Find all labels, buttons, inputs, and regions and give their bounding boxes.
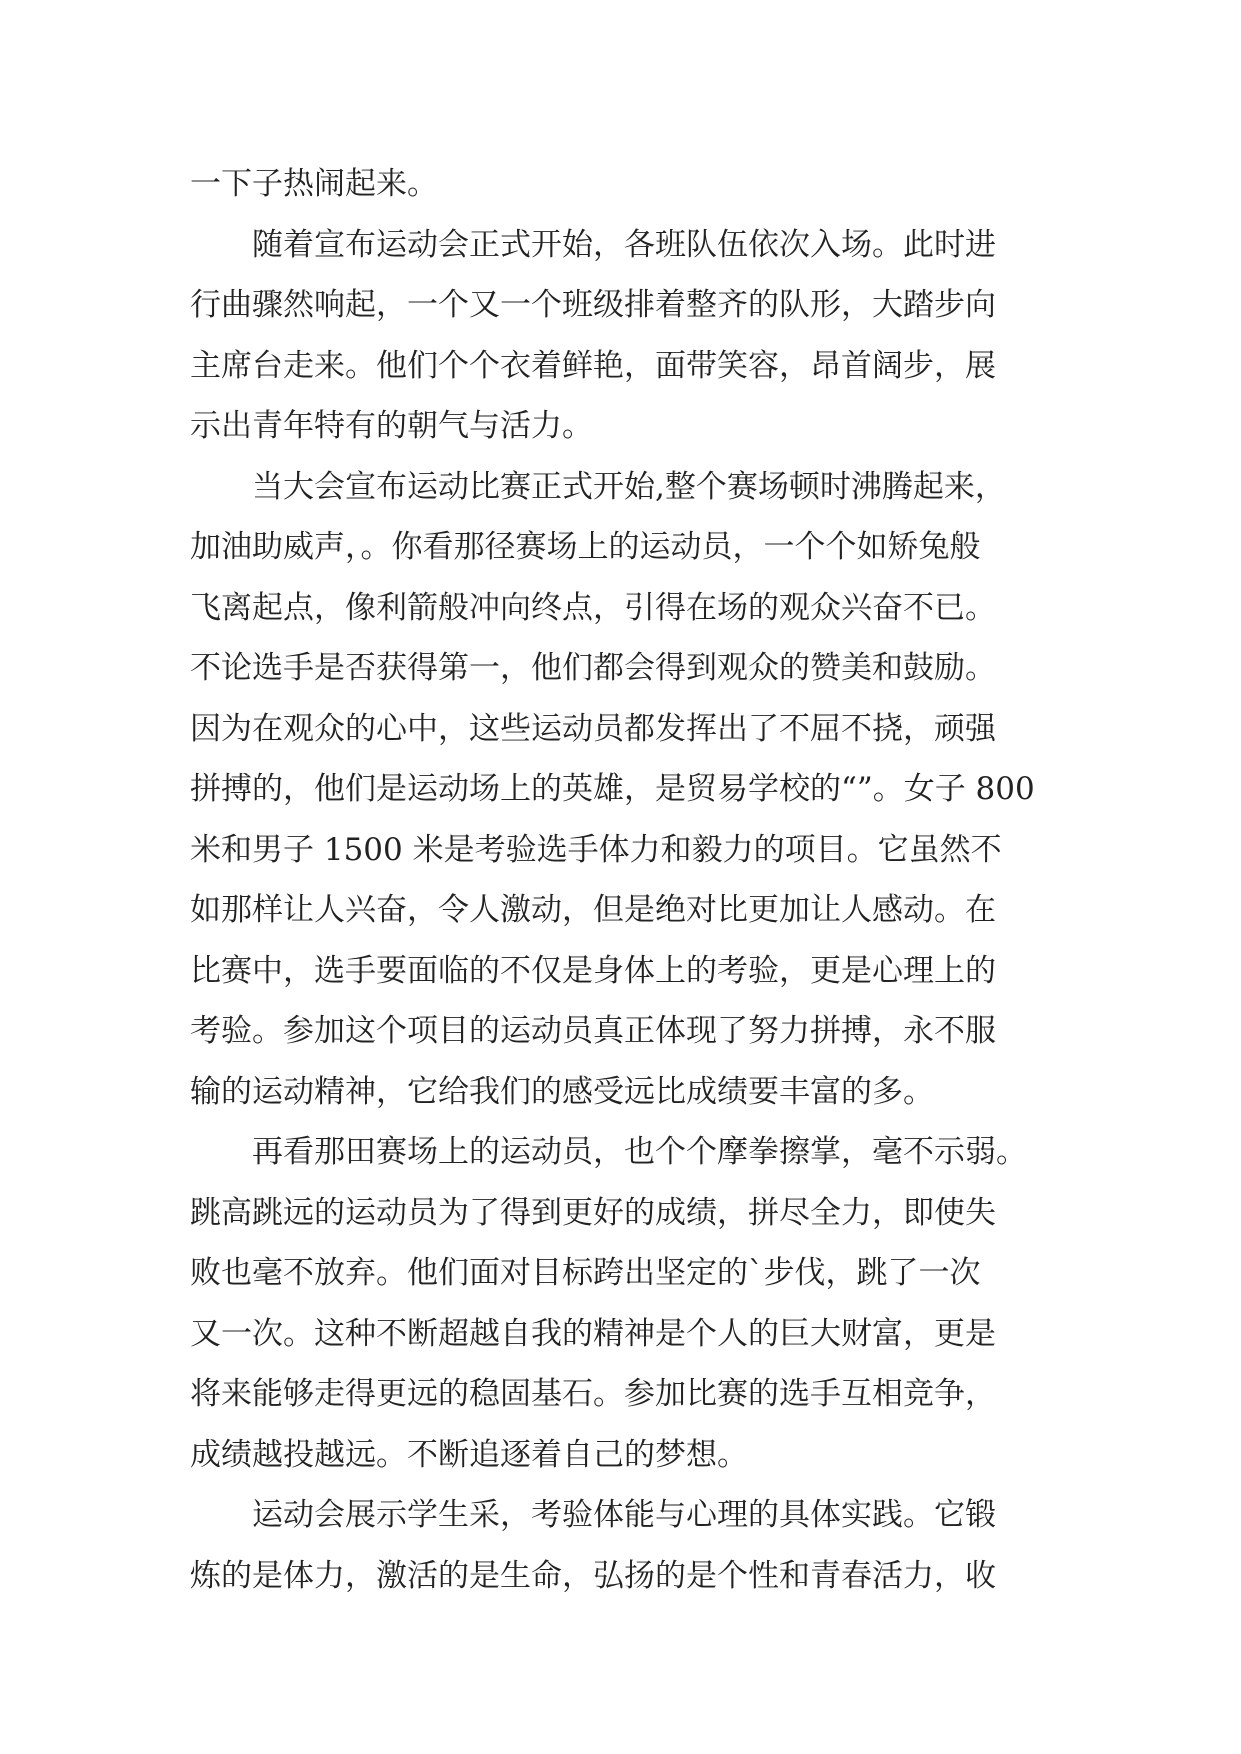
paragraph-start-line: 运动会展示学生采，考验体能与心理的具体实践。它锻 bbox=[252, 1497, 996, 1533]
text-line: 成绩越投越远。不断追逐着自己的梦想。 bbox=[190, 1436, 748, 1473]
paragraph-start-line: 再看那田赛场上的运动员，也个个摩拳擦掌，毫不示弱。 bbox=[252, 1134, 1027, 1170]
text-line: 主席台走来。他们个个衣着鲜艳，面带笑容，昂首阔步，展 bbox=[190, 347, 996, 384]
text-line: 败也毫不放弃。他们面对目标跨出坚定的`步伐，跳了一次 bbox=[190, 1255, 981, 1291]
text-line: 如那样让人兴奋，令人激动，但是绝对比更加让人感动。在 bbox=[190, 892, 996, 928]
body-text bbox=[190, 154, 1060, 1606]
text-line: 拼搏的，他们是运动场上的英雄，是贸易学校的“”。女子 800 bbox=[190, 771, 1035, 807]
paragraph-start-line: 当大会宣布运动比赛正式开始,整个赛场顿时沸腾起来， bbox=[252, 468, 1006, 505]
text-line: 米和男子 1500 米是考验选手体力和毅力的项目。它虽然不 bbox=[190, 831, 1002, 868]
text-line: 考验。参加这个项目的运动员真正体现了努力拼搏，永不服 bbox=[190, 1013, 996, 1049]
text-line: 又一次。这种不断超越自我的精神是个人的巨大财富，更是 bbox=[190, 1315, 996, 1352]
paragraph-start-line: 随着宣布运动会正式开始，各班队伍依次入场。此时进 bbox=[252, 226, 996, 263]
text-line: 加油助威声，。你看那径赛场上的运动员，一个个如矫兔般 bbox=[190, 529, 981, 565]
text-line: 因为在观众的心中，这些运动员都发挥出了不屈不挠，顽强 bbox=[190, 710, 996, 747]
text-line: 示出青年特有的朝气与活力。 bbox=[190, 408, 593, 444]
text-line: 输的运动精神，它给我们的感受远比成绩要丰富的多。 bbox=[190, 1073, 934, 1110]
text-line: 比赛中，选手要面临的不仅是身体上的考验，更是心理上的 bbox=[190, 952, 996, 989]
text-line: 行曲骤然响起，一个又一个班级排着整齐的队形，大踏步向 bbox=[190, 287, 996, 323]
text-line: 一下子热闹起来。 bbox=[190, 166, 438, 202]
text-line: 跳高跳远的运动员为了得到更好的成绩，拼尽全力，即使失 bbox=[190, 1194, 996, 1231]
text-line: 飞离起点，像利箭般冲向终点，引得在场的观众兴奋不已。 bbox=[190, 589, 996, 626]
text-line: 将来能够走得更远的稳固基石。参加比赛的选手互相竞争， bbox=[190, 1376, 996, 1412]
text-line: 炼的是体力，激活的是生命，弘扬的是个性和青春活力，收 bbox=[190, 1557, 996, 1594]
text-line: 不论选手是否获得第一，他们都会得到观众的赞美和鼓励。 bbox=[190, 650, 996, 686]
